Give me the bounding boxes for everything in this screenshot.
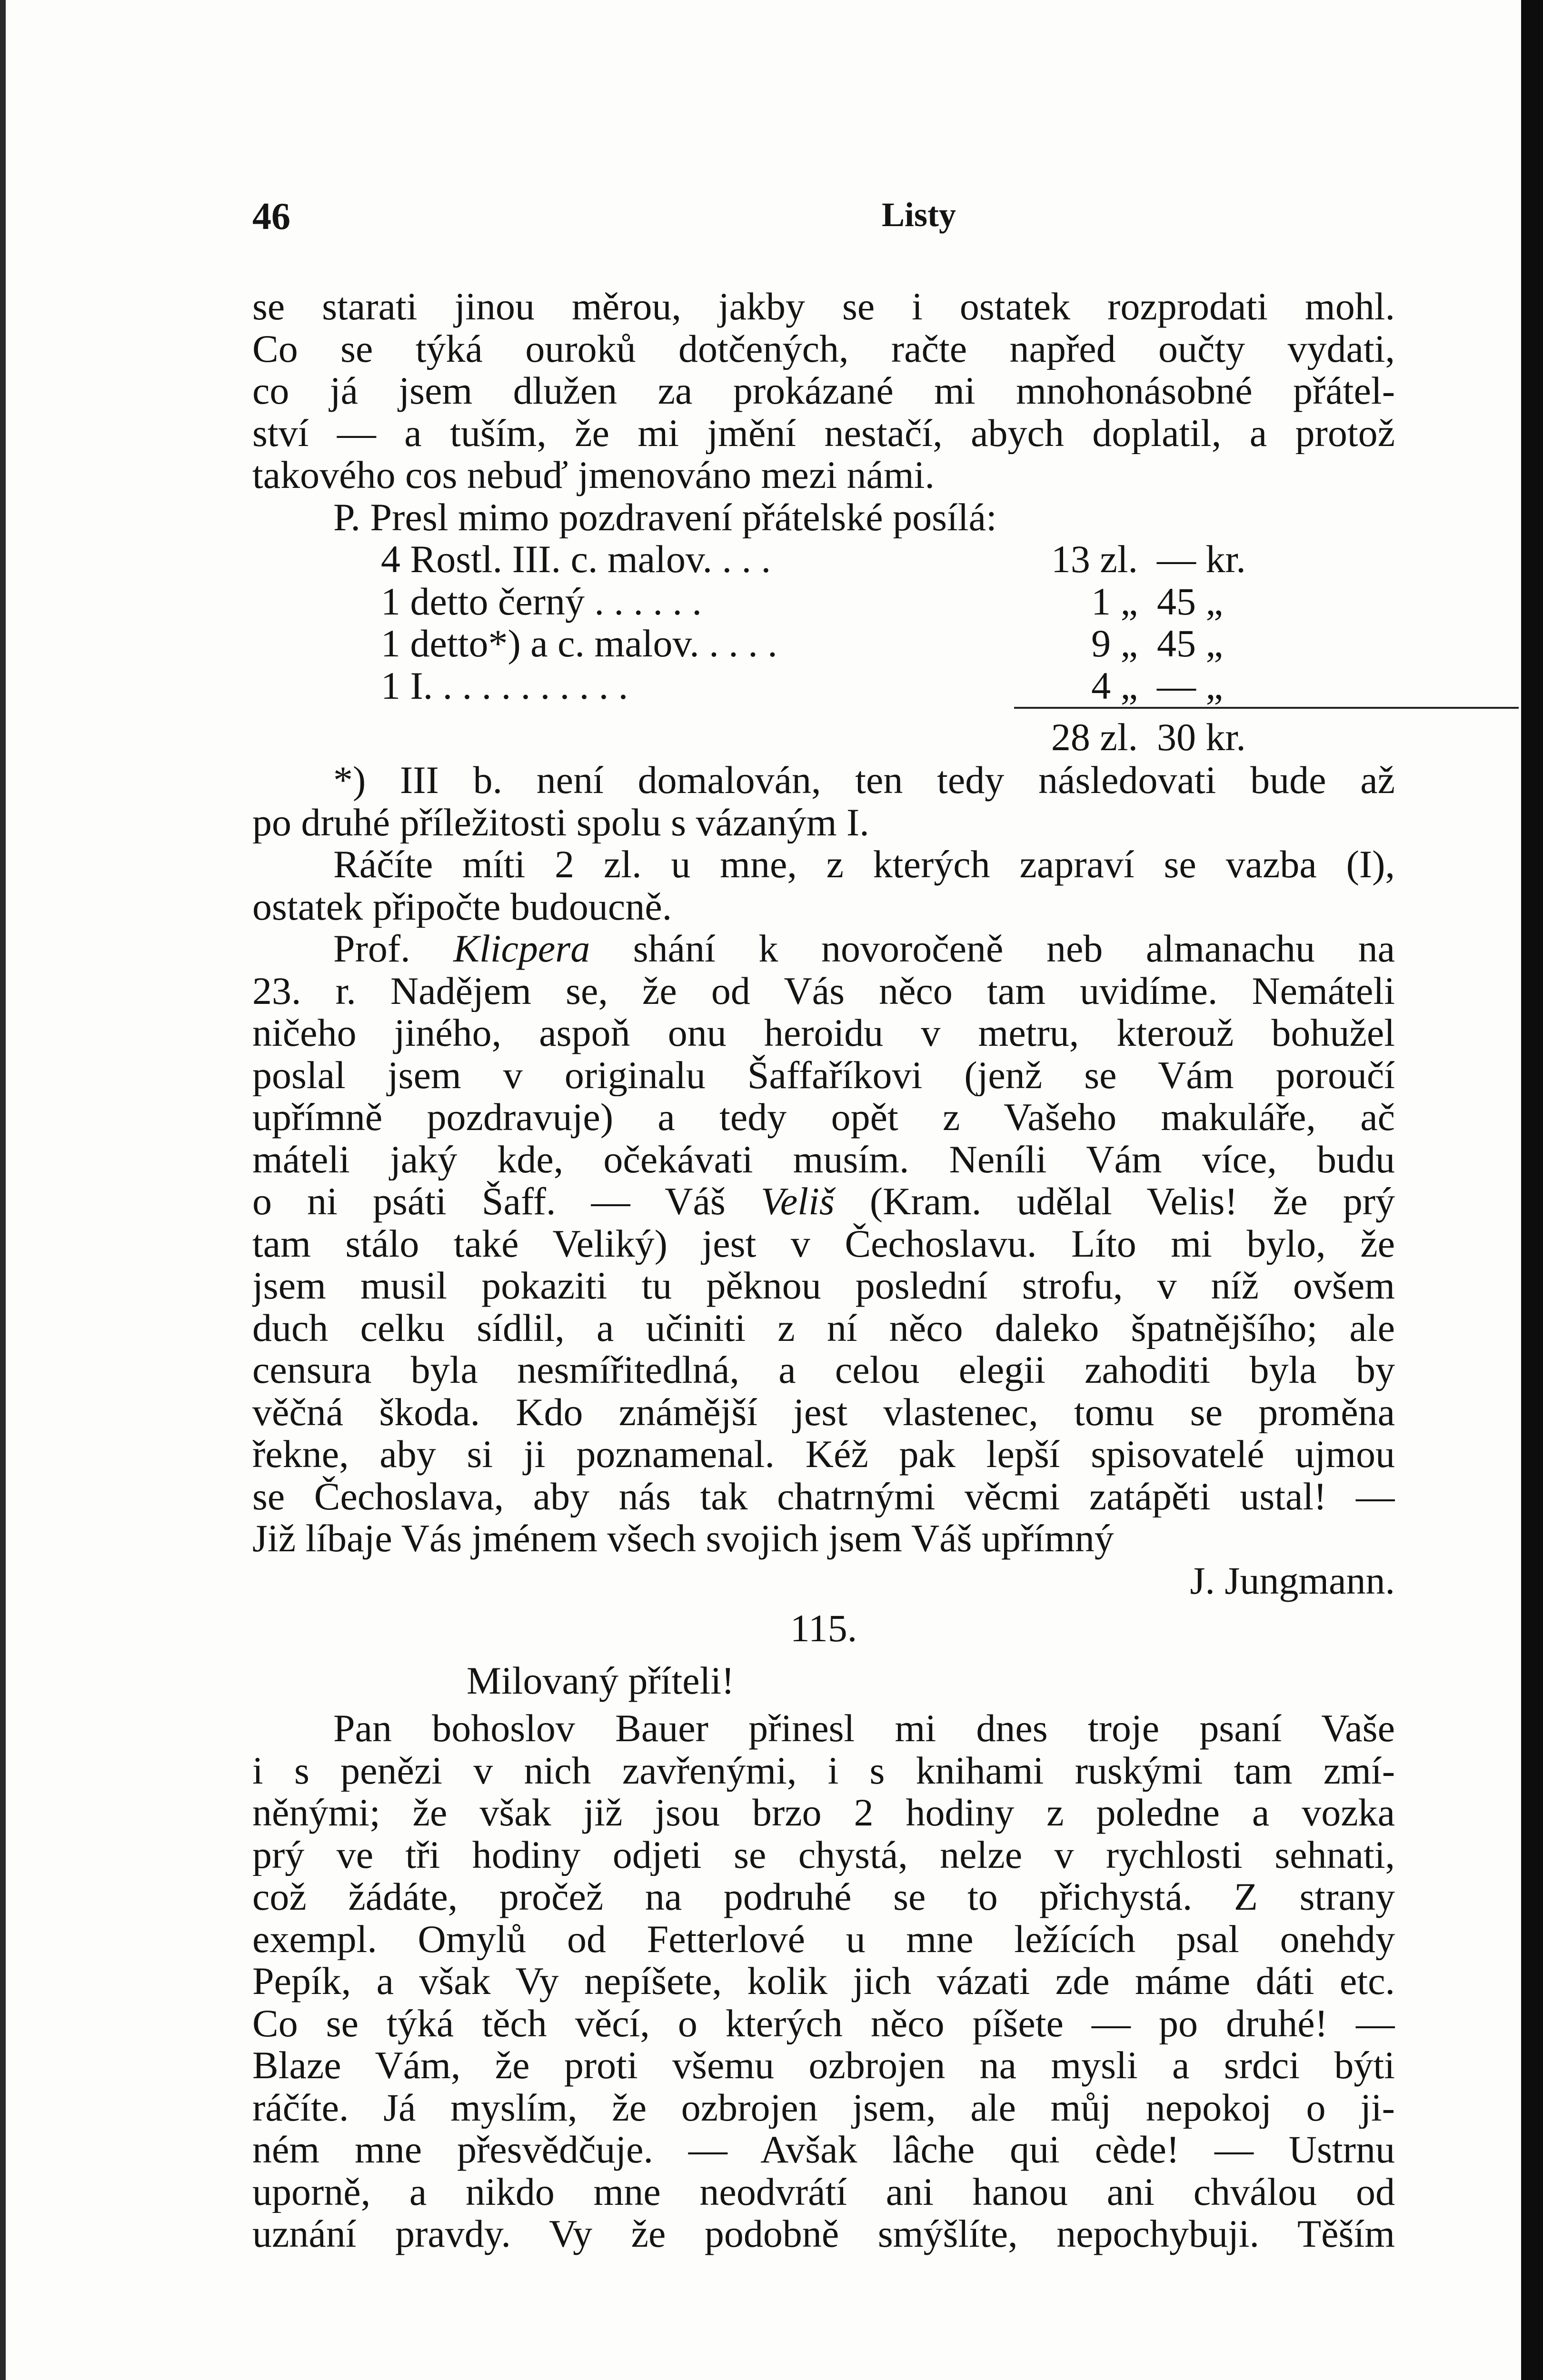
- text-line: 23. r. Nadějem se, že od Vás něco tam uvidíme. Nemáteli: [252, 970, 1395, 1012]
- letter-line: Pan bohoslov Bauer přinesl mi dnes troje psaní Vaše: [333, 1707, 1395, 1750]
- text-line: upřímně pozdravuje) a tedy opět z Vašeho makuláře, ač: [252, 1096, 1395, 1139]
- velis-name: Veliš: [760, 1180, 835, 1223]
- klicpera-before: Prof.: [333, 928, 454, 970]
- text-block: [252, 286, 1395, 2255]
- ledger-rule: [1014, 707, 1519, 709]
- letter-line: ráčíte. Já myslím, že ozbrojen jsem, ale můj nepokoj o ji-: [252, 2086, 1395, 2129]
- presl-line: P. Presl mimo pozdravení přátelské posílá:: [333, 496, 997, 538]
- ledger-total-row: [252, 707, 1395, 759]
- ledger-item: 1 I. . . . . . . . . . .: [381, 664, 628, 707]
- text-line: jsem musil pokaziti tu pěknou poslední strofu, v níž ovšem: [252, 1265, 1395, 1307]
- page-number: 46: [252, 196, 290, 238]
- ledger-zl: 1 „: [1091, 579, 1138, 623]
- letter-line: Co se týká těch věcí, o kterých něco píšete — po druhé! —: [252, 2002, 1395, 2044]
- text-line: Ráčíte míti 2 zl. u mne, z kterých zapraví se vazba (I),: [333, 843, 1395, 886]
- velis-before: o ni psáti Šaff. — Váš: [252, 1180, 726, 1223]
- text-line: Co se týká ouroků dotčených, račte napřed oučty vydati,: [252, 327, 1395, 370]
- scan-edge-left: [0, 0, 6, 2380]
- velis-line: [252, 1180, 1395, 1223]
- text-line: ničeho jiného, aspoň onu heroidu v metru, kterouž bohužel: [252, 1012, 1395, 1054]
- text-line: takového cos nebuď jmenováno mezi námi.: [252, 454, 935, 496]
- ledger-kr: 45 „: [1157, 622, 1223, 665]
- running-title: Listy: [881, 196, 956, 234]
- text-line: věčná škoda. Kdo známější jest vlastenec, tomu se proměna: [252, 1391, 1395, 1433]
- text-line: censura byla nesmířitedlná, a celou elegii zahoditi byla by: [252, 1349, 1395, 1391]
- text-line: máteli jaký kde, očekávati musím. Neníli Vám více, budu: [252, 1138, 1395, 1180]
- letter-line: což žádáte, pročež na podruhé se to přichystá. Z strany: [252, 1876, 1395, 1918]
- letter-line: uporně, a nikdo mne neodvrátí ani hanou ani chválou od: [252, 2171, 1395, 2213]
- text-line: řekne, aby si ji poznamenal. Kéž pak lepší spisovatelé ujmou: [252, 1433, 1395, 1476]
- ledger-zl: 9 „: [1091, 622, 1138, 665]
- ledger-zl: 4 „: [1091, 664, 1138, 707]
- running-head: [252, 195, 1395, 248]
- text-line: se Čechoslava, aby nás tak chatrnými věcmi zatápěti ustal! —: [252, 1475, 1395, 1517]
- footnote-line: *) III b. není domalován, ten tedy následovati bude až: [333, 759, 1395, 802]
- ledger-kr: — kr.: [1157, 537, 1246, 581]
- ledger-item: 1 detto černý . . . . . .: [381, 579, 702, 623]
- ledger-kr: 45 „: [1157, 579, 1223, 623]
- letter-line: exempl. Omylů od Fetterlové u mne ležících psal onehdy: [252, 1918, 1395, 1960]
- ledger-zl: 13 zl.: [1051, 537, 1138, 581]
- ledger-item: 1 detto*) a c. malov. . . . .: [381, 622, 777, 665]
- ledger-item: 4 Rostl. III. c. malov. . . .: [381, 537, 771, 581]
- text-line: tam stálo také Veliký) jest v Čechoslavu. Líto mi bylo, že: [252, 1222, 1395, 1265]
- ledger-row: [252, 538, 1395, 581]
- klicpera-after: shání k novoročeně neb almanachu na: [590, 928, 1395, 970]
- velis-after: (Kram. udělal Velis! že prý: [834, 1180, 1395, 1223]
- ledger-row: [252, 665, 1395, 707]
- letter-line: i s penězi v nich zavřenými, i s knihami ruskými tam zmí-: [252, 1749, 1395, 1792]
- letter-line: prý ve tři hodiny odjeti se chystá, nelze v rychlosti sehnati,: [252, 1834, 1395, 1876]
- text-line: duch celku sídlil, a učiniti z ní něco daleko špatnějšího; ale: [252, 1307, 1395, 1349]
- letter-line: Blaze Vám, že proti všemu ozbrojen na mysli a srdci býti: [252, 2044, 1395, 2087]
- text-line: ostatek připočte budoucně.: [252, 885, 672, 928]
- scan-edge-right: [1521, 0, 1543, 2380]
- letter-line: Pepík, a však Vy nepíšete, kolik jich vázati zde máme dáti etc.: [252, 1960, 1395, 2003]
- signature: J. Jungmann.: [1190, 1558, 1395, 1602]
- text-line: ství — a tuším, že mi jmění nestačí, abych doplatil, a protož: [252, 412, 1395, 454]
- text-line: co já jsem dlužen za prokázané mi mnohonásobné přátel-: [252, 370, 1395, 412]
- letter-number: 115.: [790, 1606, 857, 1650]
- klicpera-line: [252, 928, 1395, 970]
- footnote-line: po druhé příležitosti spolu s vázaným I.: [252, 801, 869, 843]
- text-line: Již líbaje Vás jménem všech svojich jsem Váš upřímný: [252, 1517, 1114, 1560]
- ledger-row: [252, 581, 1395, 623]
- klicpera-name: Klicpera: [453, 928, 590, 970]
- text-line: poslal jsem v originalu Šaffaříkovi (jenž se Vám poroučí: [252, 1054, 1395, 1096]
- ledger-kr: — „: [1157, 664, 1223, 707]
- text-line: se starati jinou měrou, jakby se i ostatek rozprodati mohl.: [252, 286, 1395, 328]
- ledger-total-zl: 28 zl.: [1051, 715, 1138, 759]
- salutation: Milovaný příteli!: [467, 1659, 735, 1702]
- letter-line: ném mne přesvědčuje. — Avšak lâche qui cède! — Ustrnu: [252, 2129, 1395, 2171]
- letter-line: uznání pravdy. Vy že podobně smýšlíte, nepochybuji. Těším: [252, 2213, 1395, 2255]
- ledger-row: [252, 623, 1395, 665]
- letter-line: něnými; že však již jsou brzo 2 hodiny z poledne a vozka: [252, 1792, 1395, 1834]
- ledger-total-kr: 30 kr.: [1157, 715, 1246, 759]
